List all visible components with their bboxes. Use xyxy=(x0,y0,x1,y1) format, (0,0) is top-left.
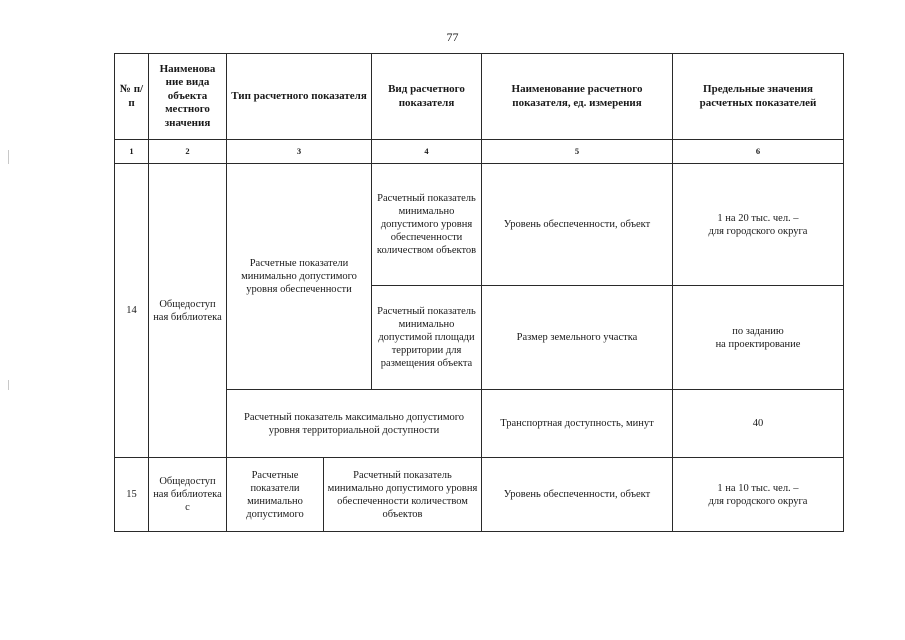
row14-name-a: Уровень обеспеченности, объект xyxy=(482,164,673,286)
row14-number: 14 xyxy=(115,164,149,458)
header-object-name: Наименова ние вида объекта местного значения xyxy=(149,54,227,140)
header-limit-values: Предельные значения расчетных показателей xyxy=(673,54,844,140)
col-number-4: 4 xyxy=(372,140,482,164)
row14-limit-a-line2: для городского округа xyxy=(708,225,808,237)
scan-mark xyxy=(8,380,9,390)
row15-type-min: Расчетные показатели минимально допустимого xyxy=(227,458,324,532)
col-number-2: 2 xyxy=(149,140,227,164)
row14-view-a: Расчетный показатель минимально допустимого уровня обеспеченности количеством объектов xyxy=(372,164,482,286)
col-number-3: 3 xyxy=(227,140,372,164)
row14-name-b: Размер земельного участка xyxy=(482,286,673,390)
row15-number: 15 xyxy=(115,458,149,532)
col-number-5: 5 xyxy=(482,140,673,164)
row14-type-max: Расчетный показатель максимально допустимого уровня территориальной доступности xyxy=(227,390,482,458)
row14-object: Общедоступ ная библиотека xyxy=(149,164,227,458)
row14-limit-a xyxy=(673,164,844,286)
header-indicator-type: Тип расчетного показателя xyxy=(227,54,372,140)
scan-mark xyxy=(8,150,9,164)
row14-limit-a-line1: 1 на 20 тыс. чел. – xyxy=(717,212,799,224)
row15-limit-a-line1: 1 на 10 тыс. чел. – xyxy=(717,482,799,494)
header-indicator-kind: Вид расчетного показателя xyxy=(372,54,482,140)
row14-limit-b xyxy=(673,286,844,390)
col-number-6: 6 xyxy=(673,140,844,164)
row15-view-a: Расчетный показатель минимально допустимого уровня обеспеченности количеством объектов xyxy=(324,458,482,532)
header-number: № п/п xyxy=(115,54,149,140)
row14-limit-b-line2: на проектирование xyxy=(715,338,801,350)
row15-limit-a xyxy=(673,458,844,532)
row15-name-a: Уровень обеспеченности, объект xyxy=(482,458,673,532)
page-number: 77 xyxy=(446,30,459,44)
row14-limit-b-line1: по заданию xyxy=(732,325,784,337)
header-indicator-name: Наименование расчетного показателя, ед. измерения xyxy=(482,54,673,140)
row15-limit-a-line2: для городского округа xyxy=(708,495,808,507)
col-number-1: 1 xyxy=(115,140,149,164)
row14-limit-c: 40 xyxy=(673,390,844,458)
row14-view-b: Расчетный показатель минимально допустимой площади территории для размещения объекта xyxy=(372,286,482,390)
row14-type-min: Расчетные показатели минимально допустимого уровня обеспеченности xyxy=(227,164,372,390)
standards-table xyxy=(114,53,844,532)
row14-name-c: Транспортная доступность, минут xyxy=(482,390,673,458)
row15-object: Общедоступ ная библиотека с xyxy=(149,458,227,532)
